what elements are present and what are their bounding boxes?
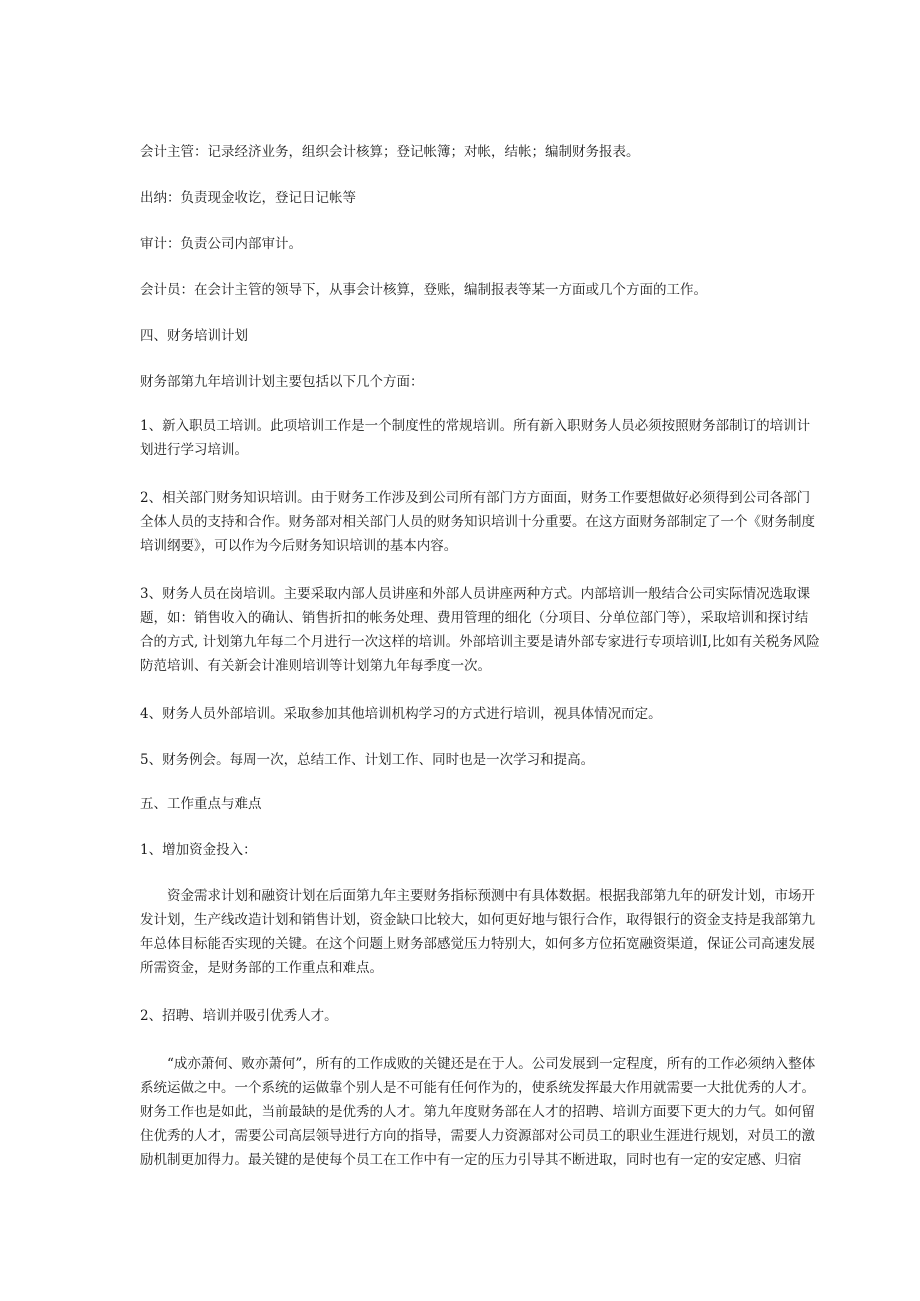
para-item-1: 1、新入职员工培训。此项培训工作是一个制度性的常规培训。所有新入职财务人员必须按照财务部制订的培训计划进行学习培训。 [140,418,811,458]
para-item-4: 4、财务人员外部培训。采取参加其他培训机构学习的方式进行培训，视具体情况而定。 [140,706,662,722]
para-accountant: 会计员：在会计主管的领导下，从事会计核算，登账，编制报表等某一方面或几个方面的工作。 [140,282,707,298]
para-item-3: 3、财务人员在岗培训。主要采取内部人员讲座和外部人员讲座两种方式。内部培训一般结合公司实际情况选取课题，如：销售收入的确认、销售折扣的帐务处理、费用管理的细化（分项目、分单位部门等），采取培训和探讨结合的方式, 计划第九年每二个月进行一次这样的培训。外部培训主要是请外部专家进行专项培训I,比如有关税务风险防范培训、有关新会计准则培训等计划第九年每季度一次。 [140,586,820,674]
section-heading-training: 四、财务培训计划 [140,328,248,344]
para-funding: 资金需求计划和融资计划在后面第九年主要财务指标预测中有具体数据。根据我部第九年的研发计划，市场开发计划，生产线改造计划和销售计划，资金缺口比较大，如何更好地与银行合作，取得银行的资金支持是我部第九年总体目标能否实现的关键。在这个问题上财务部感觉压力特别大，如何多方位拓宽融资渠道，保证公司高速发展所需资金，是财务部的工作重点和难点。 [140,888,815,976]
para-audit: 审计：负责公司内部审计。 [140,236,302,252]
para-focus-1-title: 1、增加资金投入： [140,842,257,858]
para-training-intro: 财务部第九年培训计划主要包括以下几个方面： [140,374,424,390]
para-item-2: 2、相关部门财务知识培训。由于财务工作涉及到公司所有部门方方面面，财务工作要想做好必须得到公司各部门全体人员的支持和合作。财务部对相关部门人员的财务知识培训十分重要。在这方面财务部制定了一个《财务制度培训纲要》，可以作为今后财务知识培训的基本内容。 [140,490,815,554]
para-talent: “成亦萧何、败亦萧何”，所有的工作成败的关键还是在于人。公司发展到一定程度，所有的工作必须纳入整体系统运做之中。一个系统的运做靠个别人是不可能有任何作为的，使系统发挥最大作用就需要一大批优秀的人才。财务工作也是如此，当前最缺的是优秀的人才。第九年度财务部在人才的招聘、培训方面要下更大的力气。如何留住优秀的人才，需要公司高层领导进行方向的指导，需要人力资源部对公司员工的职业生涯进行规划，对员工的激励机制更加得力。最关键的是使每个员工在工作中有一定的压力引导其不断进取，同时也有一定的安定感、归宿 [140,1056,816,1168]
para-item-5: 5、财务例会。每周一次，总结工作、计划工作、同时也是一次学习和提高。 [140,752,595,768]
section-heading-focus: 五、工作重点与难点 [140,796,262,812]
para-cashier: 出纳：负责现金收讫，登记日记帐等 [140,190,356,206]
para-focus-2-title: 2、招聘、培训并吸引优秀人才。 [140,1008,338,1024]
para-accounting-supervisor: 会计主管：记录经济业务，组织会计核算；登记帐簿；对帐，结帐；编制财务报表。 [140,144,640,160]
